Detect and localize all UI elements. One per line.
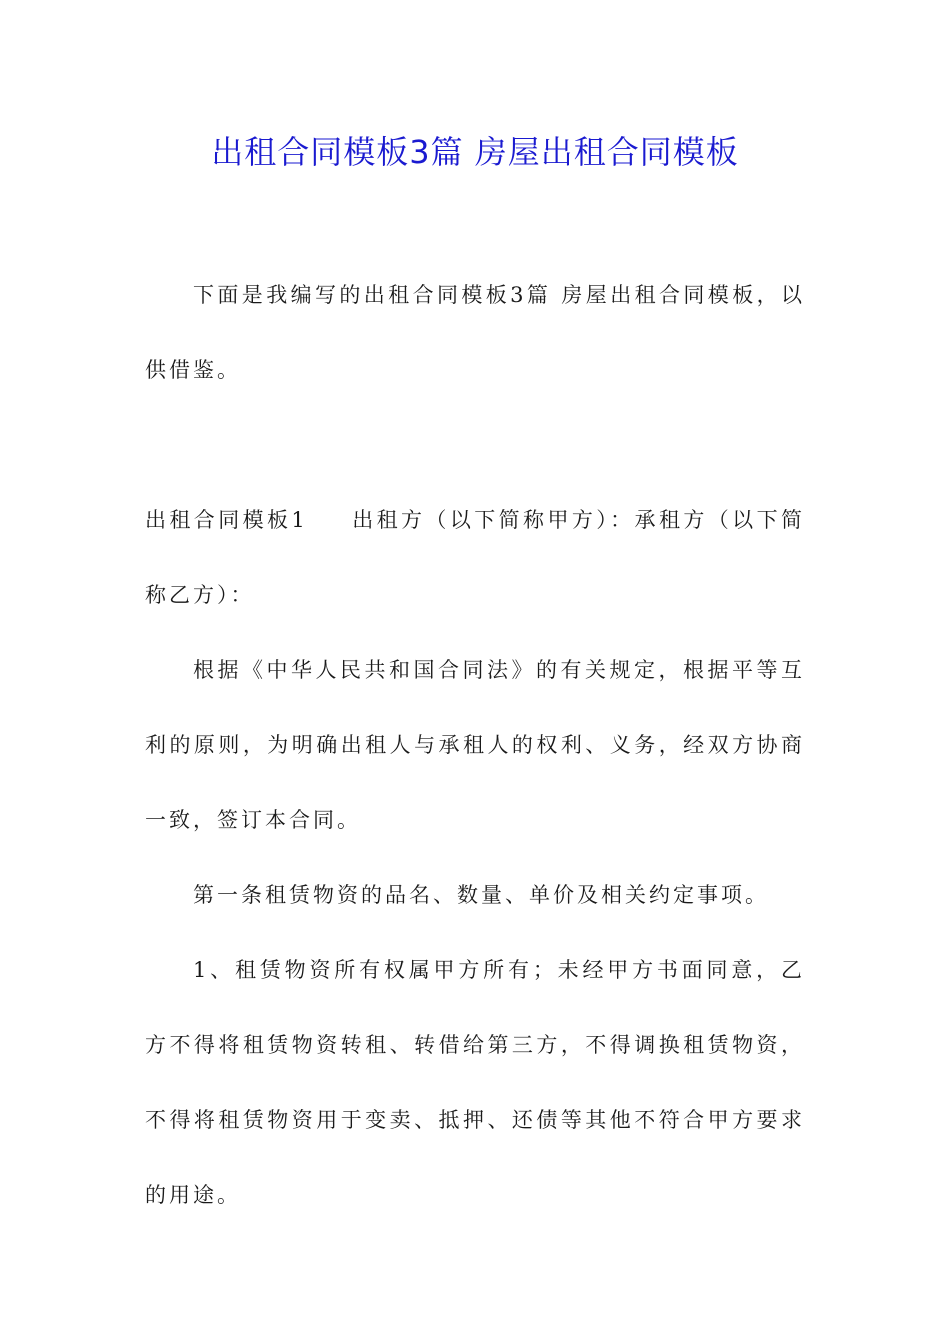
clause-1-paragraph: 1、租赁物资所有权属甲方所有；未经甲方书面同意，乙方不得将租赁物资转租、转借给第三方，不得调换租赁物资，不得将租赁物资用于变卖、抵押、还债等其他不符合甲方要求的用途。 (145, 958, 805, 1207)
section-1-paragraph (145, 483, 805, 633)
paragraph-spacer (145, 408, 805, 483)
document-title: 出租合同模板3篇 房屋出租合同模板 (211, 133, 739, 171)
basis-paragraph: 根据《中华人民共和国合同法》的有关规定，根据平等互利的原则，为明确出租人与承租人的权利、义务，经双方协商一致，签订本合同。 (145, 658, 805, 832)
section-1-parties: 出租方（以下简称甲方）：承租方（以下简称乙方）： (145, 508, 805, 607)
document-body (145, 258, 805, 1233)
article-1-heading: 第一条租赁物资的品名、数量、单价及相关约定事项。 (193, 883, 769, 907)
section-1-label: 出租合同模板1 (145, 508, 308, 532)
intro-paragraph: 下面是我编写的出租合同模板3篇 房屋出租合同模板，以供借鉴。 (145, 283, 805, 382)
